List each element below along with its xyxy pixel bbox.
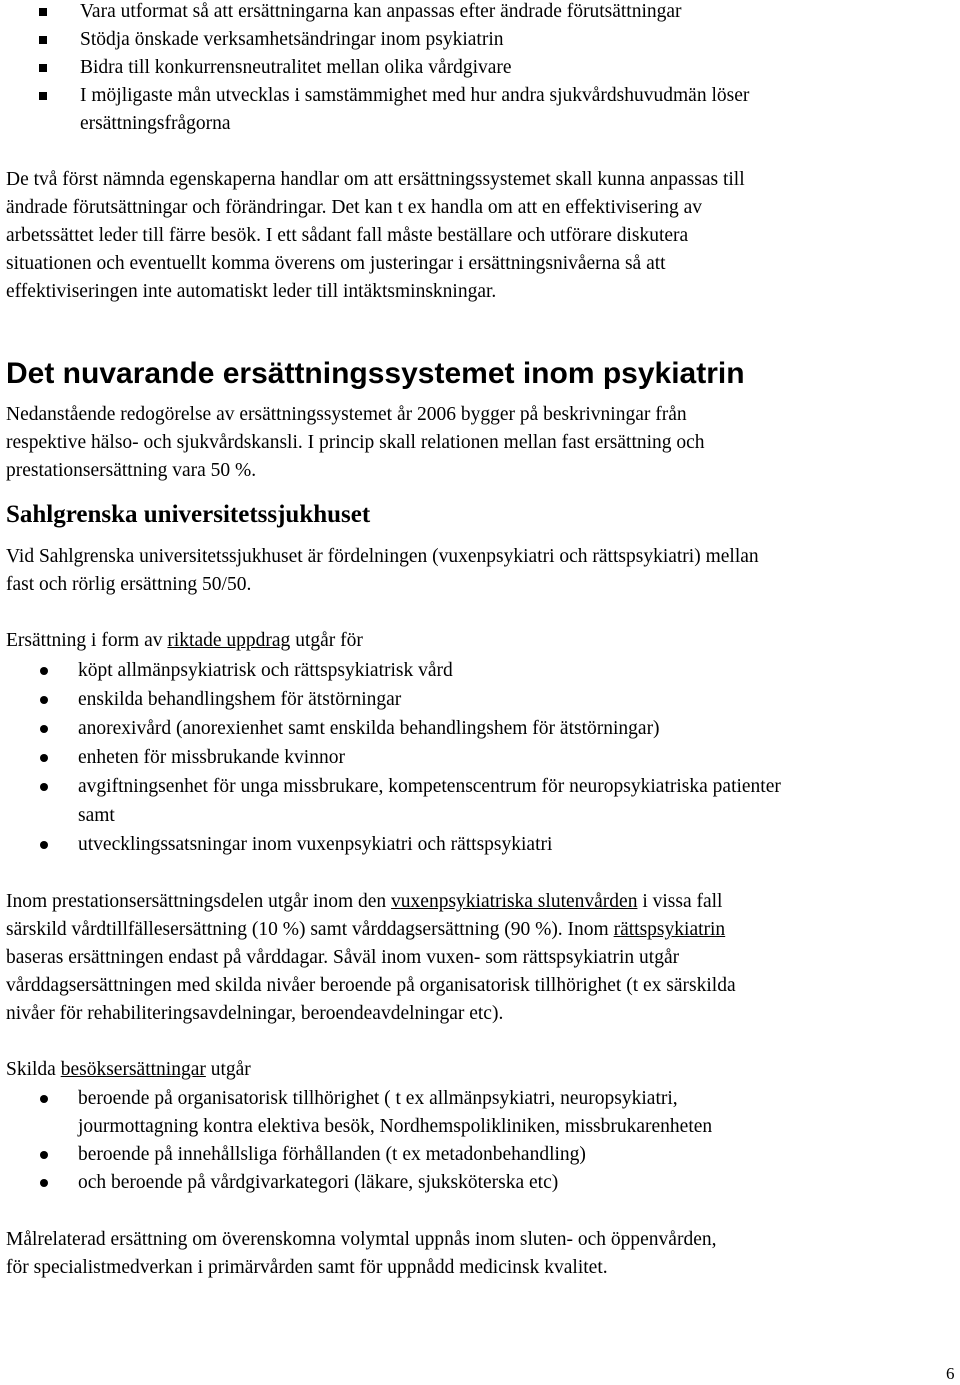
rattspsykiatrin-term: rättspsykiatrin	[613, 919, 726, 940]
list-item: anorexivård (anorexienhet samt enskilda behandlingshem för ätstörningar)	[78, 718, 660, 739]
riktade-uppdrag-term: riktade uppdrag	[167, 630, 291, 651]
sahlgrenska-paragraph-line: fast och rörlig ersättning 50/50.	[6, 574, 252, 595]
riktade-post: utgår för	[290, 630, 363, 651]
vuxenpsykiatriska-slutenvarden-term: vuxenpsykiatriska slutenvården	[391, 891, 638, 912]
prestation-line	[6, 890, 722, 914]
besok-intro	[6, 1058, 251, 1082]
page-number: 6	[946, 1364, 955, 1383]
square-bullet-icon	[39, 8, 47, 16]
bullet-dot-icon	[40, 783, 48, 791]
besok-pre: Skilda	[6, 1059, 61, 1080]
heading-paragraph-line: respektive hälso- och sjukvårdskansli. I princip skall relationen mellan fast ersättning och	[6, 432, 705, 453]
list-item-continuation: jourmottagning kontra elektiva besök, Nordhemspolikliniken, missbrukarenheten	[78, 1116, 713, 1137]
heading-paragraph-line: Nedanstående redogörelse av ersättningssystemet år 2006 bygger på beskrivningar från	[6, 404, 687, 425]
bullet-dot-icon	[40, 667, 48, 675]
prestation-line: baseras ersättningen endast på vårddagar. Såväl inom vuxen- som rättspsykiatrin utgår	[6, 947, 680, 968]
list-item: enskilda behandlingshem för ätstörningar	[78, 689, 402, 710]
list-item: Stödja önskade verksamhetsändringar inom psykiatrin	[80, 29, 504, 50]
bullet-dot-icon	[40, 1095, 48, 1103]
list-item: avgiftningsenhet för unga missbrukare, kompetenscentrum för neuropsykiatriska patienter	[78, 776, 781, 797]
list-item: enheten för missbrukande kvinnor	[78, 747, 345, 768]
section-heading: Det nuvarande ersättningssystemet inom psykiatrin	[6, 357, 745, 390]
list-item-continuation: ersättningsfrågorna	[80, 113, 231, 134]
intro-paragraph-line: effektiviseringen inte automatiskt leder till intäktsminskningar.	[6, 281, 497, 302]
square-bullet-icon	[39, 92, 47, 100]
list-item: I möjligaste mån utvecklas i samstämmighet med hur andra sjukvårdshuvudmän löser	[80, 85, 750, 106]
bullet-dot-icon	[40, 725, 48, 733]
list-item: Bidra till konkurrensneutralitet mellan olika vårdgivare	[80, 57, 512, 78]
prestation-text: i vissa fall	[637, 891, 723, 912]
subsection-heading: Sahlgrenska universitetssjukhuset	[6, 501, 371, 528]
list-item-continuation: samt	[78, 805, 115, 826]
intro-paragraph-line: ändrade förutsättningar och förändringar. Det kan t ex handla om att en effektivisering av	[6, 197, 702, 218]
intro-paragraph-line: situationen och eventuellt komma överens om justeringar i ersättningsnivåerna så att	[6, 253, 666, 274]
list-item: Vara utformat så att ersättningarna kan anpassas efter ändrade förutsättningar	[80, 1, 682, 22]
prestation-text: Inom prestationsersättningsdelen utgår inom den	[6, 891, 392, 912]
prestation-line: vårddagsersättningen med skilda nivåer beroende på organisatorisk tillhörighet (t ex särskilda	[6, 975, 736, 996]
final-paragraph-line: Målrelaterad ersättning om överenskomna volymtal uppnås inom sluten- och öppenvården,	[6, 1229, 717, 1250]
list-item: köpt allmänpsykiatrisk och rättspsykiatrisk vård	[78, 660, 453, 681]
final-paragraph-line: för specialistmedverkan i primärvården samt för uppnådd medicinsk kvalitet.	[6, 1257, 608, 1278]
bullet-dot-icon	[40, 1179, 48, 1187]
riktade-pre: Ersättning i form av	[6, 630, 168, 651]
list-item: och beroende på vårdgivarkategori (läkare, sjuksköterska etc)	[78, 1172, 559, 1193]
besoksersattningar-term: besöksersättningar	[60, 1059, 206, 1080]
sahlgrenska-paragraph-line: Vid Sahlgrenska universitetssjukhuset är fördelningen (vuxenpsykiatri och rättspsykiatri) mellan	[6, 546, 759, 567]
list-item: beroende på innehållsliga förhållanden (t ex metadonbehandling)	[78, 1144, 586, 1165]
heading-paragraph-line: prestationsersättning vara 50 %.	[6, 460, 257, 481]
list-item: utvecklingssatsningar inom vuxenpsykiatri och rättspsykiatri	[78, 834, 553, 855]
bullet-dot-icon	[40, 841, 48, 849]
riktade-intro	[6, 629, 363, 653]
prestation-text: särskild vårdtillfällesersättning (10 %) samt vårddagsersättning (90 %). Inom	[6, 919, 614, 940]
prestation-line	[6, 918, 725, 942]
prestation-line: nivåer för rehabiliteringsavdelningar, beroendeavdelningar etc).	[6, 1003, 504, 1024]
bullet-dot-icon	[40, 696, 48, 704]
intro-paragraph-line: De två först nämnda egenskaperna handlar om att ersättningssystemet skall kunna anpassas till	[6, 169, 745, 190]
list-item: beroende på organisatorisk tillhörighet ( t ex allmänpsykiatri, neuropsykiatri,	[78, 1088, 678, 1109]
bullet-dot-icon	[40, 754, 48, 762]
besok-post: utgår	[205, 1059, 251, 1080]
square-bullet-icon	[39, 64, 47, 72]
intro-paragraph-line: arbetssättet leder till färre besök. I ett sådant fall måste beställare och utförare diskutera	[6, 225, 689, 246]
bullet-dot-icon	[40, 1151, 48, 1159]
square-bullet-icon	[39, 36, 47, 44]
